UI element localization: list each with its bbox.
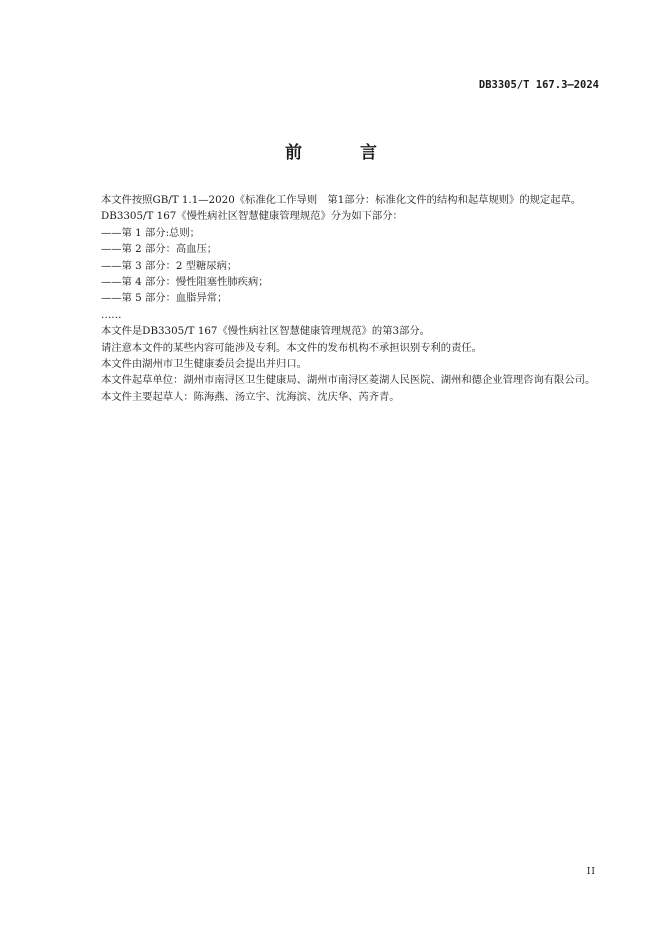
paragraph-proposer: 本文件由湖州市卫生健康委员会提出并归口。 bbox=[101, 358, 307, 371]
paragraph-part-statement: 本文件是DB3305/T 167《慢性病社区智慧健康管理规范》的第3部分。 bbox=[101, 325, 430, 338]
paragraph-drafting-basis: 本文件按照GB/T 1.1—2020《标准化工作导则 第1部分：标准化文件的结构和起草规则》的规定起草。 bbox=[101, 194, 582, 206]
list-item: ——第 2 部分：高血压； bbox=[101, 243, 218, 256]
list-item: ——第 1 部分:总则； bbox=[101, 226, 200, 239]
list-item: ——第 3 部分：2 型糖尿病； bbox=[101, 259, 238, 272]
paragraph-parts-intro: DB3305/T 167《慢性病社区智慧健康管理规范》分为如下部分： bbox=[101, 210, 403, 223]
paragraph-drafters: 本文件主要起草人：陈海燕、汤立宇、沈海滨、沈庆华、芮齐青。 bbox=[101, 390, 400, 403]
list-item: ——第 4 部分：慢性阻塞性肺疾病； bbox=[101, 276, 269, 289]
page-title: 前 言 bbox=[285, 143, 403, 163]
list-item: ——第 5 部分：血脂异常； bbox=[101, 292, 228, 305]
foreword-body bbox=[80, 192, 600, 405]
paragraph-patent-notice: 请注意本文件的某些内容可能涉及专利。本文件的发布机构不承担识别专利的责任。 bbox=[101, 341, 482, 354]
paragraph-drafting-units: 本文件起草单位：湖州市南浔区卫生健康局、湖州市南浔区菱湖人民医院、湖州和德企业管理咨询有限公司。 bbox=[101, 374, 596, 387]
document-code: DB3305/T 167.3—2024 bbox=[478, 79, 599, 91]
page-number: II bbox=[586, 867, 596, 877]
list-item-ellipsis: …… bbox=[101, 308, 122, 321]
